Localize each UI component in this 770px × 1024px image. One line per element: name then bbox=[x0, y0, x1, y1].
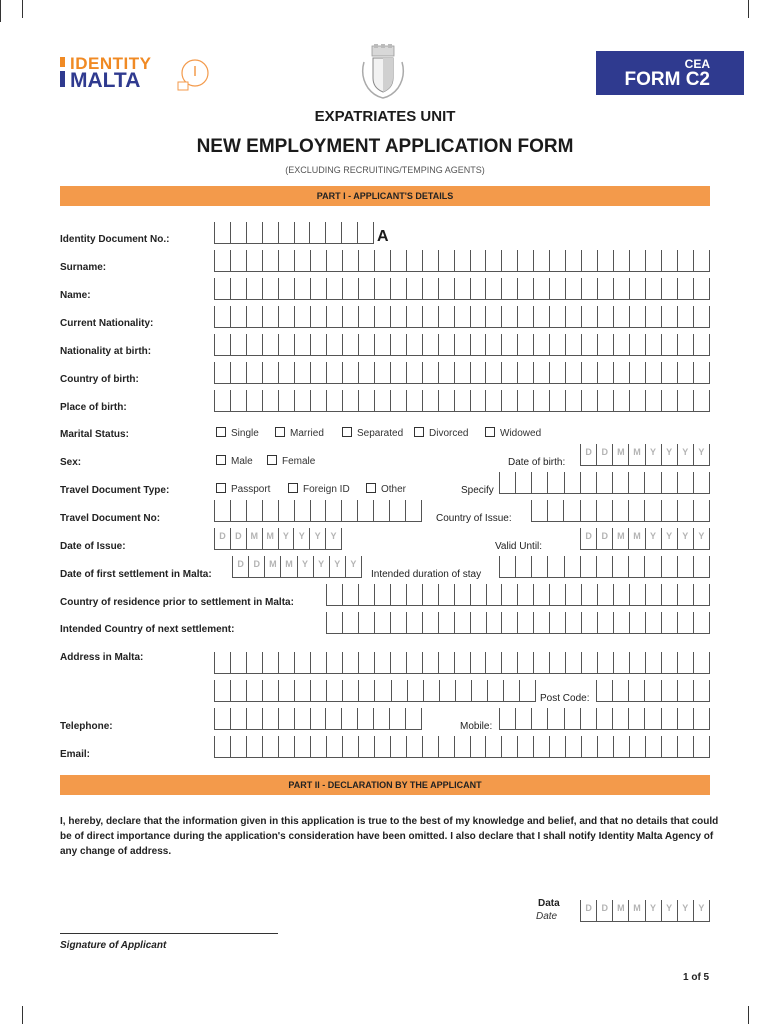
other-checkbox[interactable] bbox=[366, 483, 376, 493]
married-checkbox[interactable] bbox=[275, 427, 285, 437]
date-issue-label: Date of Issue: bbox=[60, 541, 126, 552]
declaration-text: I, hereby, declare that the information given in this application is true to the best of my knowledge and belief, and that no details that could be of direct importance during the application's consideration have been omitted. I also declare that I shall notify Identity Malta Agency of any change of address. bbox=[60, 816, 719, 857]
crop-mark bbox=[22, 0, 23, 18]
first-settlement-label: Date of first settlement in Malta: bbox=[60, 569, 212, 580]
surname-input[interactable] bbox=[214, 250, 710, 272]
crop-mark bbox=[0, 0, 1, 22]
intended-duration-label: Intended duration of stay bbox=[371, 569, 482, 580]
email-input[interactable] bbox=[214, 736, 710, 758]
female-option-label: Female bbox=[282, 456, 316, 467]
post-code-input[interactable] bbox=[596, 680, 710, 702]
date-issue-input[interactable]: D D M M Y Y Y Y bbox=[214, 528, 342, 550]
current-nationality-label: Current Nationality: bbox=[60, 318, 154, 329]
male-option-label: Male bbox=[231, 456, 253, 467]
single-checkbox[interactable] bbox=[216, 427, 226, 437]
email-label: Email: bbox=[60, 749, 91, 760]
widowed-checkbox[interactable] bbox=[485, 427, 495, 437]
foreign-id-checkbox[interactable] bbox=[288, 483, 298, 493]
logo-text-identity: IDENTITY bbox=[70, 54, 152, 73]
foreign-id-option-label: Foreign ID bbox=[303, 484, 350, 495]
dob-input[interactable]: D D M M Y Y Y Y bbox=[580, 444, 710, 466]
page-title: NEW EMPLOYMENT APPLICATION FORM bbox=[196, 136, 574, 157]
residence-prior-input[interactable] bbox=[326, 584, 710, 606]
passport-checkbox[interactable] bbox=[216, 483, 226, 493]
widowed-option-label: Widowed bbox=[500, 428, 542, 439]
female-checkbox[interactable] bbox=[267, 455, 277, 465]
dob-label: Date of birth: bbox=[508, 457, 566, 468]
separated-checkbox[interactable] bbox=[342, 427, 352, 437]
id-doc-label: Identity Document No.: bbox=[60, 234, 170, 245]
form-code-large: FORM C2 bbox=[624, 69, 710, 90]
id-doc-suffix: A bbox=[377, 228, 389, 245]
place-birth-label: Place of birth: bbox=[60, 402, 127, 413]
country-birth-label: Country of birth: bbox=[60, 374, 139, 385]
marital-status-label: Marital Status: bbox=[60, 429, 129, 440]
address-line2-input[interactable] bbox=[214, 680, 536, 702]
country-birth-input[interactable] bbox=[214, 362, 710, 384]
country-issue-input[interactable] bbox=[531, 500, 710, 522]
mobile-input[interactable] bbox=[499, 708, 710, 730]
passport-option-label: Passport bbox=[231, 484, 271, 495]
telephone-input[interactable] bbox=[214, 708, 422, 730]
page-subtitle: (EXCLUDING RECRUITING/TEMPING AGENTS) bbox=[285, 165, 485, 175]
travel-no-label: Travel Document No: bbox=[60, 513, 161, 524]
declaration-date-input[interactable]: D D M M Y Y Y Y bbox=[580, 900, 710, 922]
crop-mark bbox=[748, 0, 749, 18]
name-label: Name: bbox=[60, 290, 91, 301]
unit-heading: EXPATRIATES UNIT bbox=[314, 108, 456, 125]
single-option-label: Single bbox=[231, 428, 259, 439]
valid-until-input[interactable]: D D M M Y Y Y Y bbox=[580, 528, 710, 550]
page-number: 1 of 5 bbox=[683, 972, 710, 983]
valid-until-label: Valid Until: bbox=[495, 541, 543, 552]
crop-mark bbox=[22, 1006, 23, 1024]
post-code-label: Post Code: bbox=[540, 693, 590, 704]
coat-of-arms-emblem bbox=[358, 44, 408, 100]
name-input[interactable] bbox=[214, 278, 710, 300]
signature-line[interactable] bbox=[60, 933, 278, 934]
logo-text-malta: MALTA bbox=[70, 69, 141, 92]
sex-label: Sex: bbox=[60, 457, 82, 468]
specify-input[interactable] bbox=[499, 472, 710, 494]
married-option-label: Married bbox=[290, 428, 324, 439]
id-doc-input[interactable] bbox=[214, 222, 374, 244]
divorced-option-label: Divorced bbox=[429, 428, 469, 439]
data-label: Data bbox=[538, 898, 560, 909]
intended-duration-input[interactable] bbox=[499, 556, 710, 578]
other-option-label: Other bbox=[381, 484, 407, 495]
crop-mark bbox=[748, 1006, 749, 1024]
current-nationality-input[interactable] bbox=[214, 306, 710, 328]
nationality-birth-label: Nationality at birth: bbox=[60, 346, 152, 357]
separated-option-label: Separated bbox=[357, 428, 404, 439]
travel-no-input[interactable] bbox=[214, 500, 422, 522]
residence-prior-label: Country of residence prior to settlement in Malta: bbox=[60, 597, 294, 608]
form-code-badge bbox=[596, 51, 744, 95]
place-birth-input[interactable] bbox=[214, 390, 710, 412]
info-badge-icon bbox=[176, 58, 210, 92]
date-label: Date bbox=[536, 911, 558, 922]
surname-label: Surname: bbox=[60, 262, 107, 273]
part1-heading: PART I - APPLICANT'S DETAILS bbox=[60, 186, 710, 206]
telephone-label: Telephone: bbox=[60, 721, 113, 732]
mobile-label: Mobile: bbox=[460, 721, 493, 732]
nationality-birth-input[interactable] bbox=[214, 334, 710, 356]
male-checkbox[interactable] bbox=[216, 455, 226, 465]
part2-heading: PART II - DECLARATION BY THE APPLICANT bbox=[60, 775, 710, 795]
travel-type-label: Travel Document Type: bbox=[60, 485, 170, 496]
form-code-small: CEA bbox=[684, 57, 710, 71]
address-line1-input[interactable] bbox=[214, 652, 710, 674]
next-settlement-input[interactable] bbox=[326, 612, 710, 634]
specify-label: Specify bbox=[461, 485, 494, 496]
signature-label: Signature of Applicant bbox=[60, 940, 167, 951]
first-settlement-input[interactable]: D D M M Y Y Y Y bbox=[232, 556, 362, 578]
country-issue-label: Country of Issue: bbox=[436, 513, 512, 524]
next-settlement-label: Intended Country of next settlement: bbox=[60, 624, 235, 635]
divorced-checkbox[interactable] bbox=[414, 427, 424, 437]
address-label: Address in Malta: bbox=[60, 652, 144, 663]
